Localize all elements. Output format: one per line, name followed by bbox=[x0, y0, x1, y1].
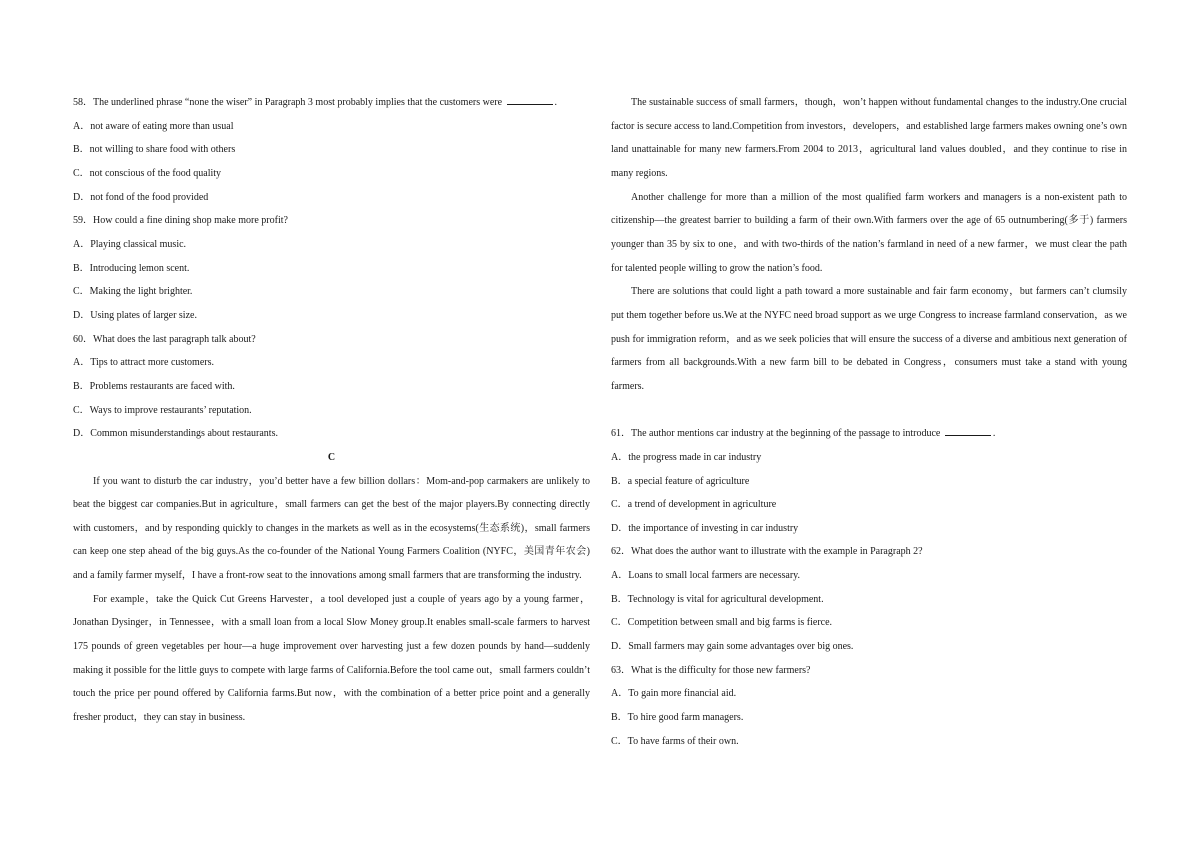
question-58-stem: 58．The underlined phrase “none the wiser” in Paragraph 3 most probably implies that the customers were . bbox=[73, 97, 558, 108]
question-60-stem: 60．What does the last paragraph talk about? bbox=[73, 333, 256, 345]
answer-blank bbox=[507, 95, 553, 105]
question-60-option-a: A．Tips to attract more customers. bbox=[73, 357, 215, 369]
question-58-option-a: A．not aware of eating more than usual bbox=[73, 120, 234, 132]
passage-paragraph-4: Another challenge for more than a million of the most qualified farm workers and managers is a non-existent path to citizenship—the greatest barrier to building a farm of their own.With farmers over the age of 65 outnumbering(多于) farmers younger than 35 by six to one，and with two-thirds of the nation’s farmland in need of a new farmer，we must clear the path for talented people willing to grow the nation’s food. bbox=[611, 191, 1127, 274]
right-column bbox=[611, 91, 1127, 753]
section-heading: C bbox=[327, 451, 336, 463]
passage-paragraph-5: There are solutions that could light a path toward a more sustainable and fair farm economy，but farmers can’t clumsily put them together before us.We at the NYFC need broad support as we urge Congress to increase farmland conservation，as we push for immigration reform，and as we seek policies that will ensure the success of a diverse and ambitious next generation of farmers from all backgrounds.With a new farm bill to be debated in Congress，consumers must take a stand with young farmers. bbox=[611, 286, 1127, 392]
question-59-option-d: D．Using plates of larger size. bbox=[73, 309, 197, 321]
question-59-stem: 59．How could a fine dining shop make more profit? bbox=[73, 215, 288, 227]
question-62-stem: 62．What does the author want to illustrate with the example in Paragraph 2? bbox=[611, 546, 923, 558]
question-62-option-c: C．Competition between small and big farms is fierce. bbox=[611, 617, 833, 629]
question-58-option-b: B．not willing to share food with others bbox=[73, 144, 236, 156]
question-61-option-b: B．a special feature of agriculture bbox=[611, 475, 750, 487]
question-62-option-b: B．Technology is vital for agricultural development. bbox=[611, 593, 824, 605]
question-60-option-d: D．Common misunderstandings about restaurants. bbox=[73, 428, 278, 440]
spacer bbox=[611, 399, 1127, 423]
question-63-option-b: B．To hire good farm managers. bbox=[611, 712, 744, 724]
question-61-option-c: C．a trend of development in agriculture bbox=[611, 499, 777, 511]
question-63-option-c: C．To have farms of their own. bbox=[611, 735, 739, 747]
question-62-option-d: D．Small farmers may gain some advantages over big ones. bbox=[611, 641, 854, 653]
question-61-stem: 61．The author mentions car industry at the beginning of the passage to introduce . bbox=[611, 428, 996, 440]
left-column bbox=[73, 91, 590, 730]
passage-paragraph-2: For example，take the Quick Cut Greens Harvester，a tool developed just a couple of years ago by a young farmer，Jonathan Dysinger，in Tennessee，with a small loan from a local Slow Money group.It enables small-scale farmers to harvest 175 pounds of green vegetables per hour—a huge improvement over harvesting just a few dozen pounds by hand—suddenly making it possible for the little guys to compete with large farms of California.Before the tool came out，small farmers couldn’t touch the price per pound offered by California farms.But now，with the combination of a better price point and a generally fresher product，they can stay in business. bbox=[73, 593, 590, 724]
question-61-option-d: D．the importance of investing in car industry bbox=[611, 522, 799, 534]
question-61-option-a: A．the progress made in car industry bbox=[611, 451, 762, 463]
question-63-option-a: A．To gain more financial aid. bbox=[611, 688, 737, 700]
question-60-option-b: B．Problems restaurants are faced with. bbox=[73, 380, 235, 392]
question-60-option-c: C．Ways to improve restaurants’ reputation. bbox=[73, 404, 252, 416]
question-63-stem: 63．What is the difficulty for those new farmers? bbox=[611, 664, 811, 676]
passage-paragraph-3: The sustainable success of small farmers，though，won’t happen without fundamental changes to the industry.One crucial factor is secure access to land.Competition from investors，developers，and established large farmers makes owning one’s own land unattainable for many new farmers.From 2004 to 2013，agricultural land values doubled，and they continue to rise in many regions. bbox=[611, 97, 1127, 179]
question-58-option-d: D．not fond of the food provided bbox=[73, 191, 209, 203]
question-58-option-c: C．not conscious of the food quality bbox=[73, 167, 222, 179]
question-59-option-c: C．Making the light brighter. bbox=[73, 286, 193, 298]
answer-blank bbox=[945, 426, 991, 436]
question-59-option-a: A．Playing classical music. bbox=[73, 238, 187, 250]
passage-paragraph-1: If you want to disturb the car industry，you’d better have a few billion dollars：Mom-and-pop carmakers are unlikely to beat the biggest car companies.But in agriculture，small farmers can get the best of the major players.By connecting directly with customers，and by responding quickly to changes in the markets as well as in the ecosystems(生态系统)，small farmers can keep one step ahead of the big guys.As the co-founder of the National Young Farmers Coalition (NYFC，美国青年农会) and a family farmer myself，I have a front-row seat to the innovations among small farmers that are transforming the industry. bbox=[73, 475, 590, 582]
question-59-option-b: B．Introducing lemon scent. bbox=[73, 262, 190, 274]
question-62-option-a: A．Loans to small local farmers are necessary. bbox=[611, 570, 800, 582]
